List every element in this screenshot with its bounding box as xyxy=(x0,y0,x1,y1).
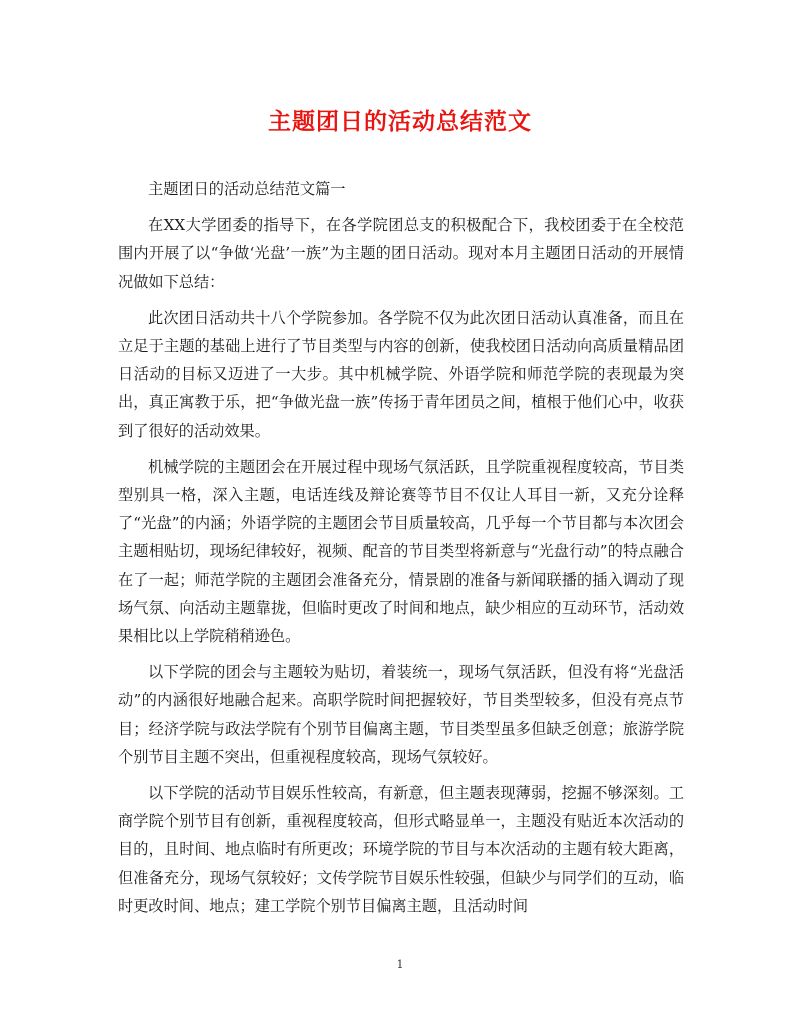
document-body xyxy=(118,175,684,928)
paragraph: 在XX大学团委的指导下，在各学院团总支的积极配合下，我校团委于在全校范围内开展了以“争做‘光盘’一族”为主题的团日活动。现对本月主题团日活动的开展情况做如下总结： xyxy=(118,216,684,291)
document-title: 主题团日的活动总结范文 xyxy=(268,108,532,135)
paragraph: 以下学院的团会与主题较为贴切，着装统一，现场气氛活跃，但没有将“光盘活动”的内涵很好地融合起来。高职学院时间把握较好，节目类型较多，但没有亮点节目；经济学院与政法学院有个别节目偏离主题，节目类型虽多但缺乏创意；旅游学院个别节目主题不突出，但重视程度较高，现场气氛较好。 xyxy=(118,663,684,766)
paragraph: 机械学院的主题团会在开展过程中现场气氛活跃，且学院重视程度较高，节目类型别具一格，深入主题，电话连线及辩论赛等节目不仅让人耳目一新，又充分诠释了“光盘”的内涵；外语学院的主题团会节目质量较高，几乎每一个节目都与本次团会主题相贴切，现场纪律较好，视频、配音的节目类型将新意与“光盘行动”的特点融合在了一起；师范学院的主题团会准备充分，情景剧的准备与新闻联播的插入调动了现场气氛、向活动主题靠拢，但临时更改了时间和地点，缺少相应的互动环节，活动效果相比以上学院稍稍逊色。 xyxy=(118,457,684,646)
paragraph-subtitle: 主题团日的活动总结范文篇一 xyxy=(148,180,346,198)
page-number: 1 xyxy=(396,958,404,971)
paragraph: 此次团日活动共十八个学院参加。各学院不仅为此次团日活动认真准备，而且在立足于主题的基础上进行了节目类型与内容的创新，使我校团日活动向高质量精品团日活动的目标又迈进了一大步。其中机械学院、外语学院和师范学院的表现最为突出，真正寓教于乐，把“争做光盘一族”传扬于青年团员之间，植根于他们心中，收获到了很好的活动效果。 xyxy=(118,308,684,440)
paragraph: 以下学院的活动节目娱乐性较高，有新意，但主题表现薄弱，挖掘不够深刻。工商学院个别节目有创新，重视程度较高，但形式略显单一，主题没有贴近本次活动的目的，且时间、地点临时有所更改；环境学院的节目与本次活动的主题有较大距离，但准备充分，现场气氛较好；文传学院节目娱乐性较强，但缺少与同学们的互动，临时更改时间、地点；建工学院个别节目偏离主题，且活动时间 xyxy=(118,784,684,915)
